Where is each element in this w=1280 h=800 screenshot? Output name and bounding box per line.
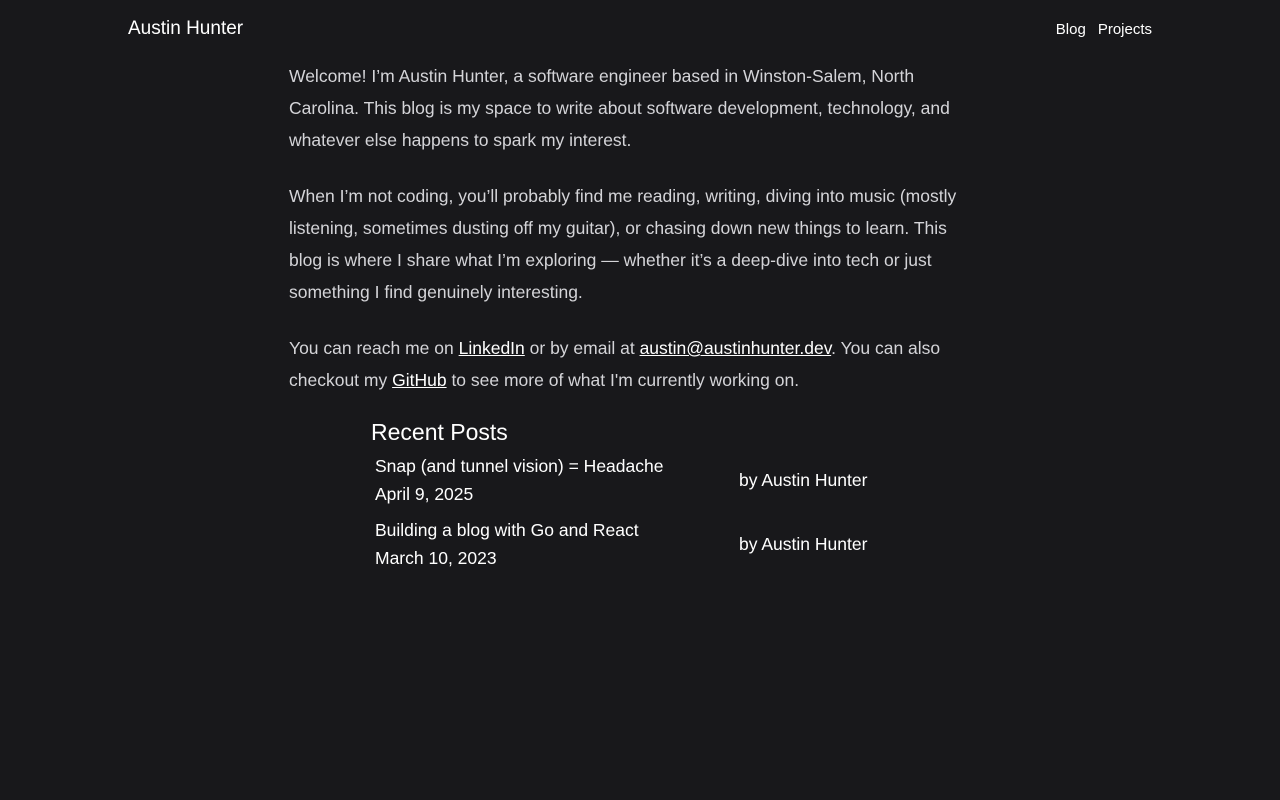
post-row[interactable] — [371, 516, 911, 572]
post-date: April 9, 2025 — [375, 484, 474, 504]
recent-posts-section — [371, 417, 911, 580]
nav-blog-link[interactable]: Blog — [1055, 21, 1086, 38]
post-info — [371, 516, 739, 572]
top-header — [0, 0, 1280, 60]
main-nav — [1056, 20, 1152, 40]
github-link[interactable]: GitHub — [392, 370, 447, 390]
email-link[interactable]: austin@austinhunter.dev — [639, 338, 832, 358]
contact-text-1: You can reach me on — [289, 338, 459, 358]
post-title[interactable]: Building a blog with Go and React — [375, 520, 639, 540]
post-list — [371, 452, 911, 572]
nav-projects-link[interactable]: Projects — [1097, 21, 1152, 38]
intro-paragraph-2: When I’m not coding, you’ll probably find me reading, writing, diving into music (mostly listening, sometimes dusting off my guitar), or chasing down new things to learn. This blog is where I share what I’m exploring — whether it’s a deep-dive into tech or just something I find genuinely interesting. — [289, 186, 957, 302]
intro-paragraph-3 — [289, 332, 979, 396]
contact-text-4: to see more of what I'm currently working on. — [446, 370, 800, 390]
recent-posts-heading: Recent Posts — [371, 419, 508, 445]
intro-section — [289, 60, 979, 420]
contact-text-2: or by email at — [524, 338, 640, 358]
post-row[interactable] — [371, 452, 911, 508]
post-title[interactable]: Snap (and tunnel vision) = Headache — [375, 456, 664, 476]
post-author: by Austin Hunter — [739, 470, 868, 490]
post-author: by Austin Hunter — [739, 534, 868, 554]
linkedin-link[interactable]: LinkedIn — [458, 338, 525, 358]
site-title-link[interactable]: Austin Hunter — [128, 18, 244, 39]
post-info — [371, 452, 739, 508]
post-date: March 10, 2023 — [375, 548, 497, 568]
contact-text-3: . You can also checkout my — [289, 338, 941, 390]
intro-paragraph-1: Welcome! I’m Austin Hunter, a software engineer based in Winston-Salem, North Carolina. This blog is my space to write about software development, technology, and whatever else happens to spark my interest. — [289, 66, 950, 150]
